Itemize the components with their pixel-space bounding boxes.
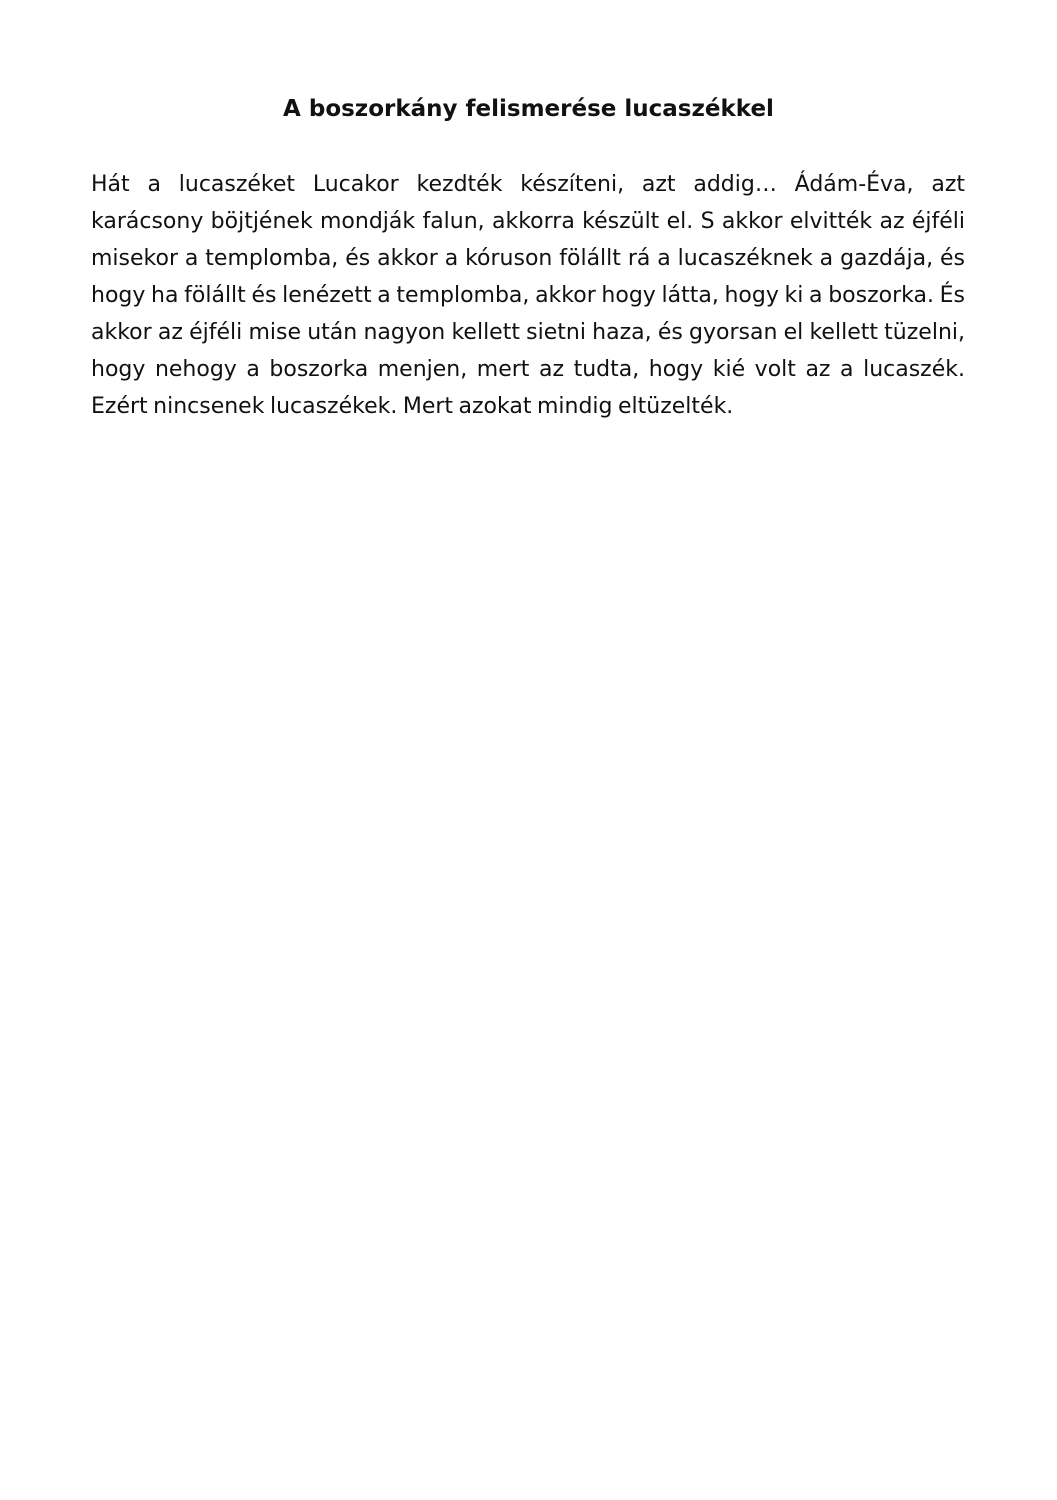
document-body-paragraph: Hát a lucaszéket Lucakor kezdték készíteni, azt addig… Ádám-Éva, azt karácsony böjtjének mondják falun, akkorra készült el. S akkor elvitték az éjféli misekor a templomba, és akkor a kóruson fölállt rá a lucaszéknek a gazdája, és hogy ha fölállt és lenézett a templomba, akkor hogy látta, hogy ki a boszorka. És akkor az éjféli mise után nagyon kellett sietni haza, és gyorsan el kellett tüzelni, hogy nehogy a boszorka menjen, mert az tudta, hogy kié volt az a lucaszék. Ezért nincsenek lucaszékek. Mert azokat mindig eltüzelték. <box>91 172 965 419</box>
document-title: A boszorkány felismerése lucaszékkel <box>283 96 774 122</box>
